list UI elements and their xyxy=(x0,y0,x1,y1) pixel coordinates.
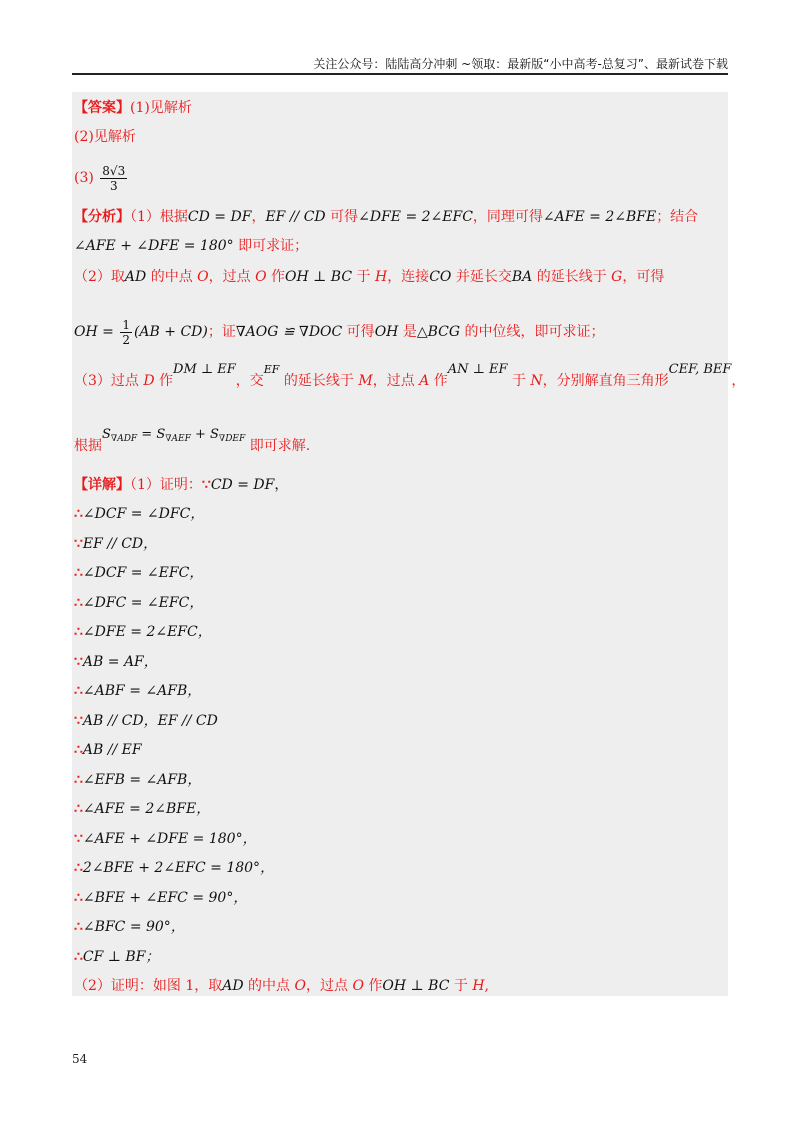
point-h: H xyxy=(374,269,388,285)
point-h: H xyxy=(472,978,485,994)
answer-part1: (1)见解析 xyxy=(130,100,192,116)
analysis-text: ，可得 xyxy=(622,269,665,285)
proof-step-tail: ， xyxy=(187,771,202,788)
fraction-half xyxy=(120,318,132,347)
math-area-formula xyxy=(102,427,245,442)
analysis-line-6 xyxy=(74,428,726,464)
analysis-line-1 xyxy=(74,204,726,230)
math-oh-perp-bc: OH ⊥ BC xyxy=(382,978,450,994)
proof-step-symbol: ∴ xyxy=(74,948,83,965)
analysis-text: 的延长线于 xyxy=(279,373,359,389)
answer-fraction xyxy=(100,164,127,193)
proof-step xyxy=(74,914,726,940)
answer-part3-label: (3) xyxy=(74,170,94,186)
math-co: CO xyxy=(429,269,452,285)
proof-step xyxy=(74,531,726,557)
detail-text: （2）证明：如图 1，取 xyxy=(74,978,223,994)
proof-step-symbol: ∴ xyxy=(74,683,83,699)
analysis-text: 可得 xyxy=(325,209,359,225)
proof-step-symbol: ∵ xyxy=(74,653,83,670)
detail-line-intro xyxy=(74,472,726,498)
math-ef: EF xyxy=(263,363,280,376)
point-o: O xyxy=(255,269,267,285)
answer-line-3 xyxy=(74,160,726,196)
math-dm-perp-ef: DM ⊥ EF xyxy=(173,362,236,377)
proof-step xyxy=(74,737,726,763)
point-o: O xyxy=(294,978,306,994)
proof-step-expression: ∠DFC = ∠EFC xyxy=(82,594,190,611)
proof-step-tail: ， xyxy=(170,919,185,935)
detail-tag: 【详解】 xyxy=(74,477,130,493)
analysis-line-5 xyxy=(74,362,746,394)
detail-text: , xyxy=(484,978,489,994)
proof-step xyxy=(74,855,726,881)
proof-step xyxy=(74,678,726,704)
proof-step-expression: CF ⊥ BF xyxy=(82,948,146,965)
area-symbol: S xyxy=(102,427,111,442)
area-symbol: S xyxy=(156,427,166,442)
proof-step xyxy=(74,767,726,793)
answer-line-1 xyxy=(74,95,726,121)
proof-step-tail: ， xyxy=(189,565,204,581)
analysis-text: 根据 xyxy=(74,438,102,454)
proof-step xyxy=(74,649,726,675)
analysis-text: 的延长线于 xyxy=(532,269,612,285)
analysis-text: ，过点 xyxy=(372,373,420,389)
analysis-text: ，交 xyxy=(235,373,264,389)
proof-step-symbol: ∴ xyxy=(74,624,83,640)
detail-text: 的中点 xyxy=(243,978,295,994)
math-triangle-bcg: △BCG xyxy=(416,324,461,340)
proof-step-expression: ∠DCF = ∠EFC xyxy=(82,565,190,581)
page-number: 54 xyxy=(72,1052,88,1066)
header-rule xyxy=(72,73,728,75)
proof-step-expression: ∠AFE + ∠DFE = 180° xyxy=(82,830,243,847)
analysis-text: （3）过点 xyxy=(74,373,144,389)
analysis-tag: 【分析】 xyxy=(74,209,130,225)
page-header xyxy=(72,56,728,72)
area-subscript: ∇DEF xyxy=(218,434,246,444)
proof-step-symbol: ∴ xyxy=(74,594,83,611)
proof-step-tail: ， xyxy=(242,830,257,847)
proof-step-tail: ； xyxy=(145,948,160,965)
detail-text: ，过点 xyxy=(306,978,353,994)
analysis-text: ，分别解直角三角形 xyxy=(542,373,669,389)
proof-step-tail: ， xyxy=(190,506,205,522)
analysis-line-2 xyxy=(74,233,726,259)
analysis-line-3 xyxy=(74,264,726,290)
proof-step-tail: ， xyxy=(197,624,212,640)
math-dfe: ∠DFE = 2∠EFC xyxy=(358,209,473,225)
math-ad: AD xyxy=(222,978,244,994)
analysis-text: 即可求解. xyxy=(245,438,311,454)
math-ba: BA xyxy=(511,269,533,285)
proof-step-tail: ，EF // CD xyxy=(143,712,218,729)
area-symbol: S xyxy=(210,427,219,442)
proof-step-symbol: ∵ xyxy=(74,535,83,552)
analysis-text: 于 xyxy=(352,269,375,285)
point-a: A xyxy=(419,373,430,389)
answer-fraction-denominator: 3 xyxy=(109,178,118,193)
analysis-text: 是 xyxy=(398,324,417,340)
proof-step-expression: ∠BFE + ∠EFC = 90° xyxy=(82,889,234,906)
proof-step xyxy=(74,885,726,911)
proof-step-symbol: ∴ xyxy=(74,889,83,906)
proof-step-tail: ， xyxy=(196,801,211,817)
math-ef-parallel-cd: EF // CD xyxy=(265,209,326,225)
proof-step-expression: AB = AF xyxy=(82,653,144,670)
math-oh-eq: OH = xyxy=(74,324,114,340)
point-n: N xyxy=(530,373,543,389)
proof-step-symbol: ∴ xyxy=(74,771,83,788)
math-equals: = xyxy=(137,427,157,442)
proof-step xyxy=(74,796,726,822)
analysis-text: 于 xyxy=(507,373,531,389)
proof-step-tail: ， xyxy=(233,889,248,906)
proof-step xyxy=(74,619,726,645)
proof-step-symbol: ∴ xyxy=(74,565,83,581)
detail-text: 作 xyxy=(363,978,383,994)
analysis-text: ，过点 xyxy=(208,269,256,285)
proof-step-expression: ∠AFE = 2∠BFE xyxy=(82,801,197,817)
math-cd-df: CD = DF xyxy=(187,209,252,225)
math-angle-sum: ∠AFE + ∠DFE = 180° xyxy=(74,238,234,254)
proof-step-expression: 2∠BFE + 2∠EFC = 180° xyxy=(82,860,261,876)
proof-step-tail: ， xyxy=(143,535,158,552)
proof-step-symbol: ∴ xyxy=(74,860,83,876)
proof-step-expression: AB // CD xyxy=(82,712,144,729)
proof-step-symbol: ∴ xyxy=(74,919,83,935)
proof-step-tail: ， xyxy=(189,594,204,611)
proof-step-symbol: ∵ xyxy=(74,830,83,847)
point-g: G xyxy=(611,269,623,285)
proof-step-expression: ∠BFC = 90° xyxy=(82,919,171,935)
proof-step-expression: ∠ABF = ∠AFB xyxy=(82,683,188,699)
detail-line-final xyxy=(74,973,726,999)
detail-tail: ， xyxy=(274,477,289,493)
analysis-text: ， xyxy=(731,373,746,389)
math-an-perp-ef: AN ⊥ EF xyxy=(447,362,508,377)
math-expr: CD = DF xyxy=(210,477,275,493)
analysis-text: （1）根据 xyxy=(130,209,188,225)
proof-step-expression: ∠EFB = ∠AFB xyxy=(82,771,188,788)
proof-step-symbol: ∴ xyxy=(74,801,83,817)
point-o: O xyxy=(352,978,364,994)
analysis-line-4 xyxy=(74,314,726,350)
proof-step-expression: AB // EF xyxy=(82,742,142,758)
math-oh: OH xyxy=(374,324,399,340)
math-plus: + xyxy=(190,427,211,442)
area-subscript: ∇ADF xyxy=(110,434,138,444)
detail-text: （1）证明： xyxy=(130,477,202,493)
analysis-text: ，同理可得 xyxy=(472,209,543,225)
proof-step-tail: ， xyxy=(187,683,202,699)
proof-step-tail: ， xyxy=(260,860,275,876)
proof-step-expression: ∠DCF = ∠DFC xyxy=(82,506,191,522)
header-text: 关注公众号：陆陆高分冲刺 ~领取：最新版“小中高考-总复习”、最新试卷下载 xyxy=(313,57,728,71)
analysis-text: 的中点 xyxy=(146,269,198,285)
answer-line-2 xyxy=(74,124,726,150)
analysis-text: 可得 xyxy=(342,324,375,340)
proof-step-tail: ， xyxy=(143,653,158,670)
math-cef-bef: CEF, BEF xyxy=(668,362,732,377)
answer-part2: (2)见解析 xyxy=(74,129,136,145)
analysis-text: 作 xyxy=(154,373,174,389)
math-afe: ∠AFE = 2∠BFE xyxy=(542,209,657,225)
fraction-half-numerator: 1 xyxy=(122,317,130,332)
analysis-text: ， xyxy=(251,209,266,225)
proof-step xyxy=(74,501,726,527)
analysis-text: （2）取 xyxy=(74,269,125,285)
analysis-text: ；证 xyxy=(207,324,236,340)
math-congruence: ∇AOG ≌ ∇DOC xyxy=(235,324,343,340)
proof-step-symbol: ∴ xyxy=(74,742,83,758)
proof-step xyxy=(74,560,726,586)
point-o: O xyxy=(197,269,209,285)
proof-step-expression: EF // CD xyxy=(82,535,144,552)
proof-step xyxy=(74,826,726,852)
math-ab-plus-cd: (AB + CD) xyxy=(133,324,208,340)
proof-step xyxy=(74,708,726,734)
math-oh-perp-bc: OH ⊥ BC xyxy=(285,269,353,285)
proof-step-expression: ∠DFE = 2∠EFC xyxy=(82,624,198,640)
answer-fraction-numerator: 8√3 xyxy=(102,163,126,178)
analysis-text: 作 xyxy=(266,269,286,285)
area-subscript: ∇AEF xyxy=(165,434,191,444)
point-m: M xyxy=(358,373,373,389)
detail-text: 于 xyxy=(449,978,473,994)
proof-step xyxy=(74,590,726,616)
answer-tag: 【答案】 xyxy=(74,100,130,116)
proof-step-symbol: ∴ xyxy=(74,506,83,522)
because-symbol: ∵ xyxy=(201,477,211,493)
fraction-half-denominator: 2 xyxy=(122,332,130,347)
analysis-text: 作 xyxy=(429,373,448,389)
analysis-text: ；结合 xyxy=(656,209,699,225)
proof-step-symbol: ∵ xyxy=(74,712,83,729)
analysis-text: ，连接 xyxy=(387,269,430,285)
proof-step xyxy=(74,944,726,970)
point-d: D xyxy=(143,373,155,389)
analysis-text: 的中位线，即可求证； xyxy=(460,324,605,340)
analysis-text: 即可求证； xyxy=(233,238,309,254)
analysis-text: 并延长交 xyxy=(451,269,512,285)
math-ad: AD xyxy=(124,269,147,285)
